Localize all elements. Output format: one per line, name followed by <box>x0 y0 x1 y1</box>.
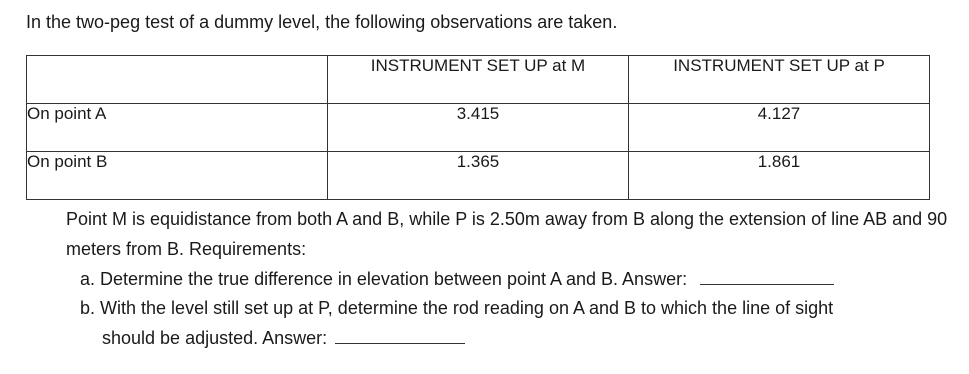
requirement-b-text: With the level still set up at P, determine the rod reading on A and B to which the line of sight <box>100 298 834 318</box>
row-label-point-a: On point A <box>27 104 328 152</box>
table-row <box>27 152 930 200</box>
requirement-a <box>80 264 834 294</box>
answer-b-blank[interactable] <box>335 325 465 344</box>
problem-intro: In the two-peg test of a dummy level, the following observations are taken. <box>26 12 618 32</box>
requirement-b-continuation <box>80 323 960 353</box>
table-header-row <box>27 56 930 104</box>
row-label-point-b: On point B <box>27 152 328 200</box>
problem-paragraph: Point M is equidistance from both A and B, while P is 2.50m away from B along the extension of line AB and 90 meters from B. Requirements: <box>66 209 948 259</box>
reading-a-at-p: 4.127 <box>629 104 930 152</box>
requirement-a-text: Determine the true difference in elevation between point A and B. Answer: <box>100 269 688 289</box>
requirement-b-marker: b. <box>80 298 96 318</box>
reading-b-at-p: 1.861 <box>629 152 930 200</box>
header-setup-p: INSTRUMENT SET UP at P <box>629 56 930 104</box>
header-cell-empty <box>27 56 328 104</box>
table-row <box>27 104 930 152</box>
reading-b-at-m: 1.365 <box>328 152 629 200</box>
requirement-b-text-cont: should be adjusted. Answer: <box>102 328 328 348</box>
answer-a-blank[interactable] <box>700 266 834 285</box>
observations-table <box>26 55 930 200</box>
requirement-a-marker: a. <box>80 269 96 289</box>
requirement-b <box>80 293 960 353</box>
header-setup-m: INSTRUMENT SET UP at M <box>328 56 629 104</box>
reading-a-at-m: 3.415 <box>328 104 629 152</box>
